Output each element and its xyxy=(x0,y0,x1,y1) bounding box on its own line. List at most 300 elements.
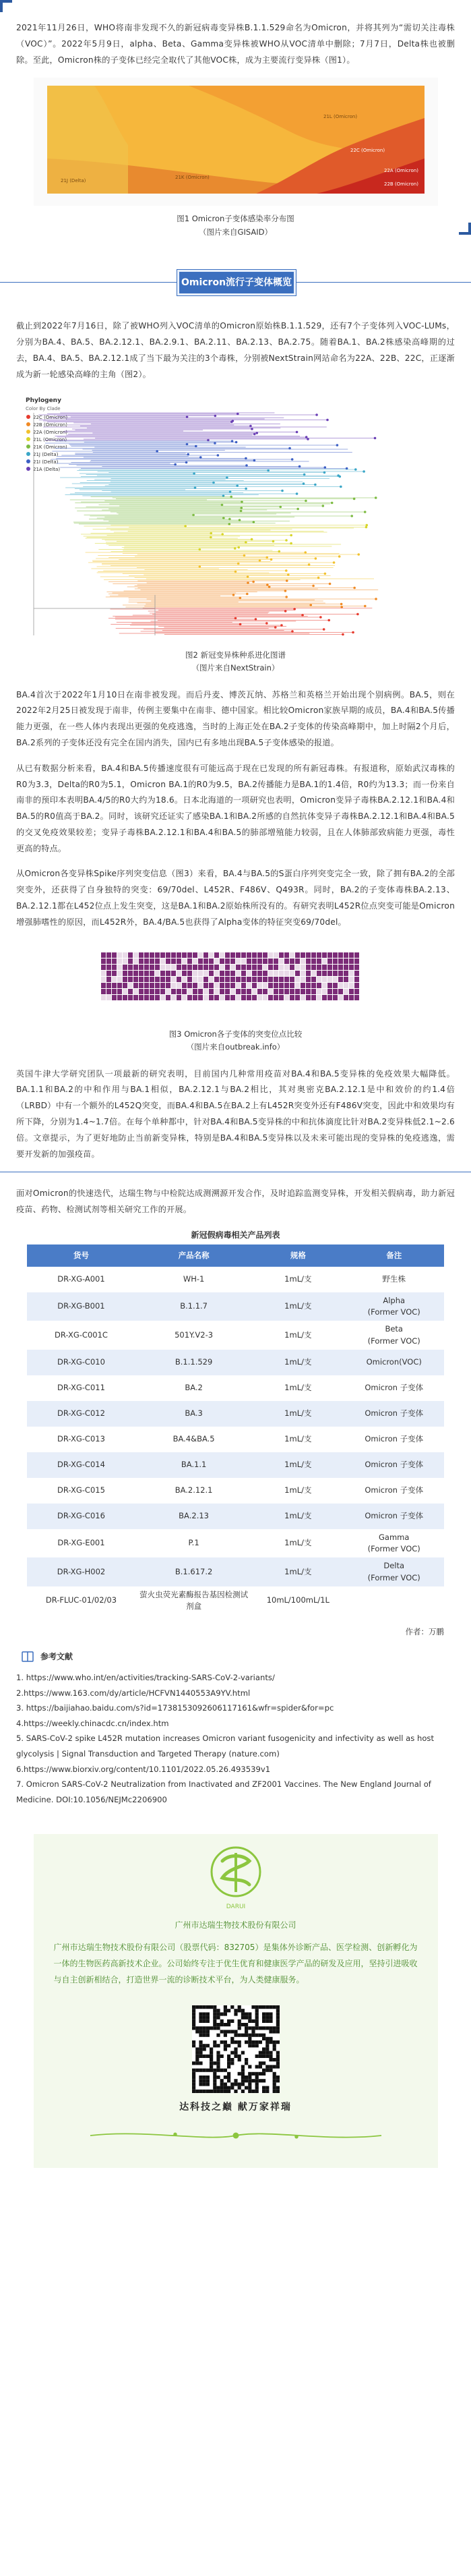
qr-module xyxy=(223,2009,226,2012)
column-header: 规格 xyxy=(252,1244,344,1266)
qr-module xyxy=(262,2051,265,2054)
heatmap-cell xyxy=(290,983,294,988)
qr-module xyxy=(234,2082,237,2086)
heatmap-cell xyxy=(117,983,122,988)
qr-module xyxy=(241,2012,244,2015)
heatmap-cell xyxy=(311,952,316,958)
heatmap-cell xyxy=(101,977,106,982)
heatmap-cell xyxy=(333,977,338,982)
paragraph: 截止到2022年7月16日，除了被WHO列入VOC清单的Omicron原始株B.1.1.529，还有7个子变体列入VOC-LUMs，分别为BA.4、BA.5、BA.2.12.1、BA.2.9.1、BA.2.11、BA.2.13、BA.2.75。随着BA.1、BA.2株感染高峰期的过去，BA.4、BA.5、BA.2.12.1成了当下最为关注的3个毒株，分别被NextStrain网站命名为22A、22B、22C，正逐渐成为新一轮感染高峰的主角（图2）。 xyxy=(16,321,455,379)
tree-tip xyxy=(185,461,187,463)
legend-label: 21K (Omicron) xyxy=(32,444,67,450)
heatmap-cell xyxy=(333,965,338,970)
heatmap-cell xyxy=(177,971,181,976)
table-row xyxy=(27,1375,444,1401)
qr-module xyxy=(265,2037,269,2040)
heatmap-cell xyxy=(333,952,338,958)
qr-module xyxy=(272,2026,276,2030)
qr-module xyxy=(241,2068,244,2071)
qr-module xyxy=(216,2044,220,2047)
tree-tip xyxy=(285,579,288,582)
qr-module xyxy=(255,2076,258,2079)
heatmap-cell xyxy=(144,977,149,982)
qr-module xyxy=(269,2037,272,2040)
qr-module xyxy=(199,2020,202,2023)
company-logo xyxy=(202,1841,270,1915)
tree-tip xyxy=(216,454,219,457)
heatmap-cell xyxy=(187,965,192,970)
tree-tip xyxy=(323,471,325,474)
qr-module xyxy=(202,2030,206,2033)
table-cell: DR-XG-C015 xyxy=(27,1478,135,1504)
qr-module xyxy=(199,2040,202,2044)
qr-module xyxy=(195,2061,199,2065)
heatmap-cell xyxy=(220,971,224,976)
heatmap-cell xyxy=(214,977,219,982)
qr-module xyxy=(220,2079,223,2082)
heatmap-cell xyxy=(247,958,251,964)
heatmap-cell xyxy=(257,983,262,988)
qr-module xyxy=(255,2065,258,2068)
table-header-row xyxy=(27,1244,444,1266)
tree-tip xyxy=(284,590,286,592)
reference-item: 1. https://www.who.int/en/activities/tracking-SARS-CoV-2-variants/ xyxy=(16,1673,275,1683)
qr-module xyxy=(255,2044,258,2047)
qr-module xyxy=(213,2061,216,2065)
qr-module xyxy=(265,2005,269,2009)
heatmap-cell xyxy=(220,965,224,970)
qr-module xyxy=(220,2020,223,2023)
heatmap-cell xyxy=(150,952,154,958)
heatmap-cell xyxy=(150,977,154,982)
qr-module xyxy=(262,2020,265,2023)
qr-module xyxy=(213,2015,216,2019)
table-cell: DR-XG-B001 xyxy=(27,1292,135,1321)
tree-tip xyxy=(281,489,284,492)
legend-swatch xyxy=(26,422,30,426)
qr-module xyxy=(265,2065,269,2068)
qr-module xyxy=(248,2090,251,2093)
heatmap-cell xyxy=(203,971,208,976)
tree-tip xyxy=(373,436,376,439)
heatmap-cell xyxy=(117,989,122,994)
heatmap-cell xyxy=(311,983,316,988)
qr-module xyxy=(223,2047,226,2051)
qr-module xyxy=(220,2082,223,2086)
qr-module xyxy=(272,2082,276,2086)
legend-label: 21A (Delta) xyxy=(32,466,60,472)
heatmap-cell xyxy=(327,965,332,970)
qr-module xyxy=(251,2026,255,2030)
qr-module xyxy=(269,2005,272,2009)
qr-module xyxy=(216,2026,220,2030)
heatmap-cell xyxy=(257,952,262,958)
qr-module xyxy=(237,2005,241,2009)
heatmap-cell xyxy=(268,971,273,976)
tree-tip xyxy=(332,561,335,564)
tree-tip xyxy=(322,628,325,631)
heatmap-cell xyxy=(279,952,284,958)
qr-module xyxy=(220,2086,223,2089)
qr-module xyxy=(223,2033,226,2036)
heatmap-cell xyxy=(338,965,343,970)
heatmap-cell xyxy=(306,958,311,964)
qr-module xyxy=(202,2033,206,2036)
heatmap-cell xyxy=(241,971,246,976)
heatmap-cell xyxy=(301,989,305,994)
heatmap-cell xyxy=(311,995,316,1000)
qr-module xyxy=(192,2090,195,2093)
qr-module xyxy=(255,2012,258,2015)
company-slogan: 达科技之巅 献万家祥瑞 xyxy=(179,2101,292,2113)
phylogeny-label: Phylogeny xyxy=(25,397,61,404)
heatmap-cell xyxy=(214,958,219,964)
heatmap-cell xyxy=(295,983,300,988)
qr-module xyxy=(192,2026,195,2030)
heatmap-cell xyxy=(128,989,133,994)
legend-swatch xyxy=(26,467,30,471)
heatmap-cell xyxy=(209,983,214,988)
table-cell: Delta (Former VOC) xyxy=(344,1557,444,1586)
column-header: 备注 xyxy=(344,1244,444,1266)
heatmap-cell xyxy=(203,989,208,994)
qr-module xyxy=(265,2020,269,2023)
qr-module xyxy=(272,2079,276,2082)
heatmap-cell xyxy=(182,983,187,988)
heatmap-cell xyxy=(263,995,268,1000)
qr-module xyxy=(241,2079,244,2082)
qr-module xyxy=(230,2051,234,2054)
heatmap-cell xyxy=(290,952,294,958)
heatmap-cell xyxy=(112,989,117,994)
qr-module xyxy=(192,2076,195,2079)
heatmap-cell xyxy=(214,995,219,1000)
qr-module xyxy=(255,2090,258,2093)
legend-swatch xyxy=(26,415,30,419)
table-cell: DR-XG-C012 xyxy=(27,1401,135,1427)
paragraph: 从已有数据分析来看，BA.4和BA.5传播速度很有可能远高于现在已发现的所有新冠毒株。有报道称，原始武汉毒株的R0为3.3，Delta的R0为5.1，Omicron BA.1的R0为9.5，BA.2传播能力是BA.1的1.4倍，R0约为13.3；而一份来自南非的预印本表明BA.4/5的R0大约为18.6。日本北海道的一项研究也表明，Omicron变异子毒株BA.2.12.1和BA.4和BA.5的R0值高于BA.2。同时，该研究还证实了感染BA.1和BA.2所感的自然抗体变异子毒株BA.2.12.1和BA.4和BA.5的交叉免疫效果较差；变异子毒株BA.2.12.1和BA.4和BA.5的肺部增殖能力较弱，且在人体肺部致病能力更强，毒性更高的特点。 xyxy=(16,763,455,853)
qr-module xyxy=(202,2068,206,2071)
table-cell: DR-XG-C001C xyxy=(27,1321,135,1350)
fig1-label: 22A (Omicron) xyxy=(383,168,418,174)
heatmap-cell xyxy=(123,995,127,1000)
qr-module xyxy=(248,2012,251,2015)
heatmap-cell xyxy=(247,983,251,988)
qr-module xyxy=(255,2020,258,2023)
heatmap-cell xyxy=(166,989,170,994)
qr-module xyxy=(213,2040,216,2044)
heatmap-cell xyxy=(171,958,176,964)
qr-module xyxy=(199,2082,202,2086)
heatmap-cell xyxy=(225,958,230,964)
heatmap-cell xyxy=(295,989,300,994)
heatmap-cell xyxy=(106,958,111,964)
heatmap-cell xyxy=(311,971,316,976)
qr-module xyxy=(195,2026,199,2030)
qr-module xyxy=(248,2037,251,2040)
table-cell: BA.2.13 xyxy=(135,1504,252,1529)
qr-module xyxy=(265,2015,269,2019)
heatmap-cell xyxy=(123,977,127,982)
heatmap-cell xyxy=(236,995,241,1000)
qr-module xyxy=(237,2026,241,2030)
qr-module xyxy=(255,2023,258,2026)
qr-module xyxy=(245,2033,248,2036)
qr-module xyxy=(223,2023,226,2026)
heatmap-cell xyxy=(139,952,144,958)
company-card xyxy=(34,1834,438,2168)
qr-module xyxy=(192,2040,195,2044)
table-cell: BA.1.1 xyxy=(135,1452,252,1478)
heatmap-cell xyxy=(317,983,321,988)
heatmap-cell xyxy=(123,965,127,970)
legend-swatch xyxy=(26,445,30,449)
fig1-caption: 图1 Omicron子变体感染率分布图 （图片来自GISAID） xyxy=(177,214,294,237)
heatmap-cell xyxy=(128,983,133,988)
qr-module xyxy=(206,2044,209,2047)
qr-module xyxy=(255,2009,258,2012)
heatmap-cell xyxy=(187,958,192,964)
tree-tip xyxy=(252,580,255,583)
heatmap-cell xyxy=(230,971,235,976)
qr-module xyxy=(262,2012,265,2015)
qr-module xyxy=(210,2065,213,2068)
qr-module xyxy=(241,2023,244,2026)
table-row xyxy=(27,1586,444,1615)
heatmap-cell xyxy=(279,977,284,982)
qr-module xyxy=(216,2090,220,2093)
tree-tip xyxy=(214,442,216,445)
heatmap-cell xyxy=(155,983,160,988)
qr-module xyxy=(192,2079,195,2082)
tree-tip xyxy=(314,557,317,560)
heatmap-cell xyxy=(306,971,311,976)
qr-module xyxy=(206,2055,209,2058)
qr-module xyxy=(210,2005,213,2009)
heatmap-cell xyxy=(225,952,230,958)
qr-module xyxy=(258,2033,261,2036)
qr-module xyxy=(216,2012,220,2015)
qr-module xyxy=(237,2072,241,2076)
qr-module xyxy=(251,2005,255,2009)
heatmap-cell xyxy=(327,952,332,958)
heatmap-cell xyxy=(203,995,208,1000)
qr-module xyxy=(276,2065,279,2068)
heatmap-cell xyxy=(225,983,230,988)
heatmap-cell xyxy=(236,989,241,994)
qr-module xyxy=(195,2068,199,2071)
qr-module xyxy=(199,2079,202,2082)
table-cell: 野生株 xyxy=(344,1267,444,1292)
qr-module xyxy=(210,2061,213,2065)
qr-module xyxy=(262,2047,265,2051)
qr-module xyxy=(210,2051,213,2054)
heatmap-cell xyxy=(187,977,192,982)
qr-module xyxy=(269,2015,272,2019)
qr-module xyxy=(272,2086,276,2089)
legend-label: 21J (Delta) xyxy=(32,451,58,457)
qr-module xyxy=(251,2090,255,2093)
qr-module xyxy=(265,2026,269,2030)
table-cell: 501Y.V2-3 xyxy=(135,1321,252,1350)
intro-paragraph: 2021年11月26日，WHO将南非发现不久的新冠病毒变异株B.1.1.529命名为Omicron，并将其列为“需切关注毒株（VOC）”。2022年5月9日，alpha、Beta、Gamma变异株被WHO从VOC清单中删除；7月7日，Delta株也被删除。至此，Omicron株的子变体已经完全取代了其他VOC株，成为主要流行变异株（图1）。 xyxy=(16,23,455,65)
heatmap-cell xyxy=(193,983,197,988)
heatmap-cell xyxy=(279,971,284,976)
qr-module xyxy=(206,2090,209,2093)
tree-tip xyxy=(323,572,326,575)
fig3-caption: 图3 Omicron各子变体的突变位点比较 （图片来自outbreak.info） xyxy=(168,1029,303,1052)
table-cell: 10mL/100mL/1L xyxy=(252,1586,344,1615)
qr-module xyxy=(199,2005,202,2009)
heatmap-cell xyxy=(166,995,170,1000)
heatmap-cell xyxy=(225,995,230,1000)
heatmap-cell xyxy=(230,977,235,982)
qr-module xyxy=(206,2026,209,2030)
legend-label: 21I (Delta) xyxy=(32,459,58,465)
qr-module xyxy=(199,2051,202,2054)
qr-module xyxy=(241,2082,244,2086)
tree-tip xyxy=(296,507,299,510)
heatmap-cell xyxy=(295,952,300,958)
legend-swatch xyxy=(26,459,30,463)
heatmap-cell xyxy=(241,977,246,982)
table-row xyxy=(27,1350,444,1375)
qr-module xyxy=(255,2055,258,2058)
qr-module xyxy=(241,2065,244,2068)
qr-module xyxy=(199,2012,202,2015)
heatmap-cell xyxy=(327,989,332,994)
reference-item: 6.https://www.biorxiv.org/content/10.1101/2022.05.26.493539v1 xyxy=(16,1764,271,1774)
heatmap-cell xyxy=(150,983,154,988)
heatmap-cell xyxy=(301,971,305,976)
table-cell xyxy=(344,1586,444,1615)
heatmap-cell xyxy=(349,971,354,976)
heatmap-cell xyxy=(268,983,273,988)
section-header xyxy=(0,266,471,306)
tree-tip xyxy=(245,592,248,595)
heatmap-cell xyxy=(123,971,127,976)
heatmap-cell xyxy=(133,983,138,988)
tree-tip xyxy=(375,598,377,600)
tree-tip xyxy=(338,555,340,558)
reference-item: 5. SARS-CoV-2 spike L452R mutation increases Omicron variant fusogenicity and infectivity as well as host glycolysis | Signal Transduction and Targeted Therapy (nature.com) xyxy=(16,1734,435,1759)
qr-module xyxy=(216,2023,220,2026)
heatmap-cell xyxy=(236,977,241,982)
tree-tip xyxy=(340,485,342,488)
fig1-label: 22B (Omicron) xyxy=(383,181,418,188)
heatmap-cell xyxy=(133,965,138,970)
reference-item: 4.https://weekly.chinacdc.cn/index.htm xyxy=(16,1718,169,1728)
heatmap-cell xyxy=(284,983,289,988)
tree-tip xyxy=(312,584,315,587)
table-cell: 1mL/支 xyxy=(252,1401,344,1427)
heatmap-cell xyxy=(295,977,300,982)
table-row xyxy=(27,1504,444,1529)
qr-module xyxy=(248,2040,251,2044)
qr-module xyxy=(206,2015,209,2019)
heatmap-cell xyxy=(128,995,133,1000)
heatmap-cell xyxy=(344,965,348,970)
heatmap-cell xyxy=(198,995,203,1000)
heatmap-cell xyxy=(123,952,127,958)
qr-module xyxy=(272,2044,276,2047)
tree-tip xyxy=(234,440,237,443)
heatmap-cell xyxy=(187,989,192,994)
heatmap-cell xyxy=(290,995,294,1000)
fig1-label: 21J (Delta) xyxy=(60,178,86,184)
qr-module xyxy=(276,2005,279,2009)
qr-module xyxy=(210,2026,213,2030)
fig2-caption: 图2 新冠变异株种系进化图谱 （图片来自NextStrain） xyxy=(185,650,286,673)
table-cell: BA.2 xyxy=(135,1375,252,1401)
heatmap-cell xyxy=(214,971,219,976)
heatmap-cell xyxy=(338,977,343,982)
heatmap-cell xyxy=(150,995,154,1000)
tree-tip xyxy=(307,438,309,440)
qr-module xyxy=(227,2079,230,2082)
qr-module xyxy=(245,2061,248,2065)
qr-module xyxy=(223,2086,226,2089)
references-header xyxy=(0,1649,471,1665)
qr-module xyxy=(251,2033,255,2036)
heatmap-cell xyxy=(301,983,305,988)
heatmap-cell xyxy=(139,958,144,964)
qr-module xyxy=(258,2079,261,2082)
qr-module xyxy=(255,2079,258,2082)
heatmap-cell xyxy=(263,958,268,964)
qr-module xyxy=(230,2005,234,2009)
heatmap-cell xyxy=(284,958,289,964)
qr-module xyxy=(227,2055,230,2058)
qr-module xyxy=(195,2047,199,2051)
qr-module xyxy=(206,2082,209,2086)
tree-tip xyxy=(363,604,366,607)
qr-module xyxy=(276,2020,279,2023)
heatmap-cell xyxy=(187,983,192,988)
heatmap-cell xyxy=(166,971,170,976)
heatmap-cell xyxy=(171,965,176,970)
heatmap-cell xyxy=(322,989,327,994)
heatmap-cell xyxy=(322,958,327,964)
qr-module xyxy=(199,2055,202,2058)
qr-module xyxy=(216,2051,220,2054)
heatmap-cell xyxy=(166,983,170,988)
heatmap-cell xyxy=(344,983,348,988)
table-cell: DR-XG-C011 xyxy=(27,1375,135,1401)
heatmap-cell xyxy=(349,983,354,988)
heatmap-cell xyxy=(349,958,354,964)
heatmap-cell xyxy=(295,971,300,976)
table-cell: 萤火虫荧光素酶报告基因检测试剂盒 xyxy=(135,1586,252,1615)
qr-module xyxy=(234,2090,237,2093)
heatmap-cell xyxy=(322,983,327,988)
heatmap-cell xyxy=(106,977,111,982)
heatmap-cell xyxy=(284,965,289,970)
heatmap-cell xyxy=(295,958,300,964)
heatmap-cell xyxy=(241,965,246,970)
heatmap-cell xyxy=(247,977,251,982)
qr-module xyxy=(248,2065,251,2068)
qr-module xyxy=(213,2076,216,2079)
tree-tip xyxy=(365,525,367,528)
qr-module xyxy=(241,2051,244,2054)
heatmap-cell xyxy=(338,952,343,958)
qr-module xyxy=(206,2068,209,2071)
heatmap-cell xyxy=(306,977,311,982)
heatmap-cell xyxy=(311,965,316,970)
tree-tip xyxy=(265,622,268,625)
qr-module xyxy=(195,2058,199,2061)
